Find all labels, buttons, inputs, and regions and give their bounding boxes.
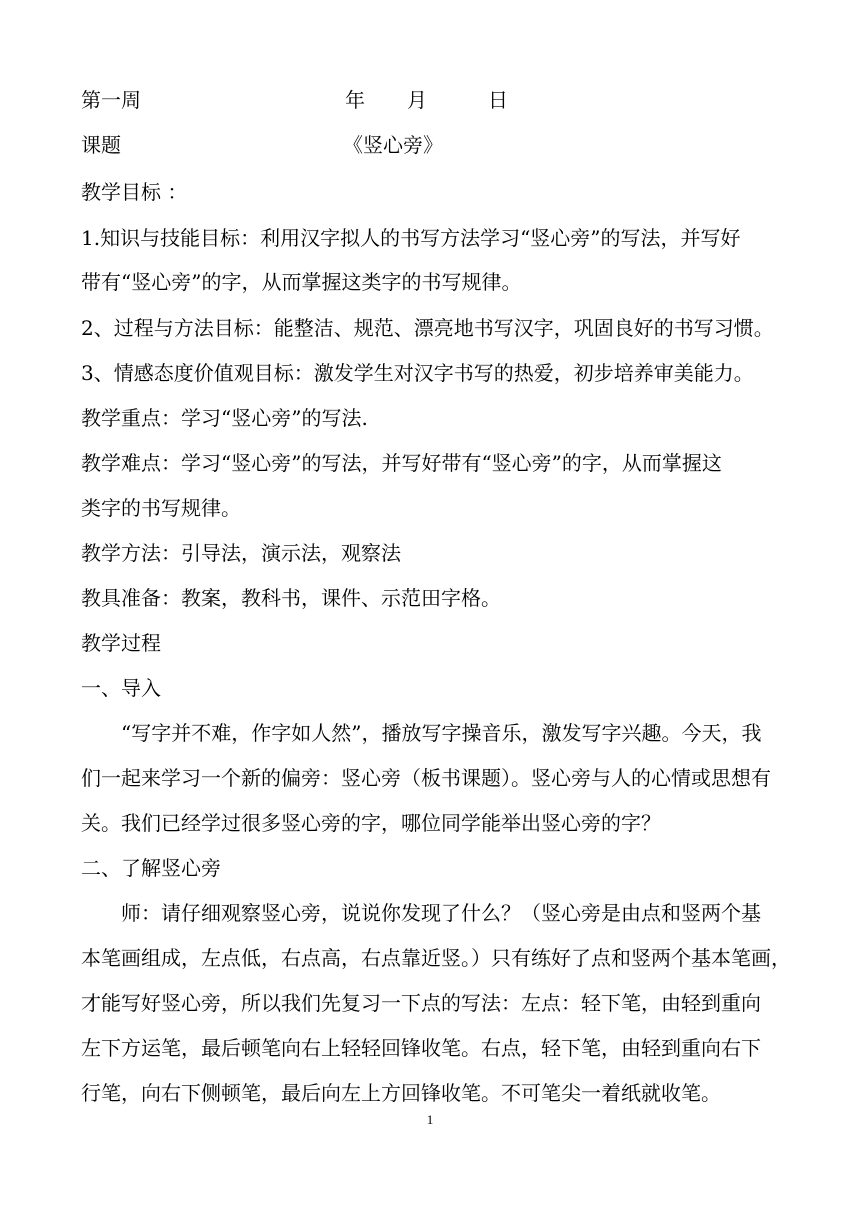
month-label: 月 [407,88,427,112]
section-2-line-2: 本笔画组成，左点低，右点高，右点靠近竖。）只有练好了点和竖两个基本笔画， [81,946,791,970]
process-heading: 教学过程 [81,631,161,655]
difficulty-line-1: 教学难点：学习“竖心旁”的写法，并写好带有“竖心旁”的字，从而掌握这 [81,451,722,475]
section-2-line-4: 左下方运笔，最后顿笔向右上轻轻回锋收笔。右点，轻下笔，由轻到重向右下 [81,1036,761,1060]
difficulty-line-2: 类字的书写规律。 [81,496,241,520]
section-2-line-5: 行笔，向右下侧顿笔，最后向左上方回锋收笔。不可笔尖一着纸就收笔。 [81,1081,721,1105]
topic-title: 《竖心旁》 [343,133,443,157]
section-1-heading: 一、导入 [81,676,161,700]
teaching-tools: 教具准备：教案，教科书，课件、示范田字格。 [81,586,501,610]
section-1-line-3: 关。我们已经学过很多竖心旁的字，哪位同学能举出竖心旁的字？ [81,811,661,835]
week-label: 第一周 [81,88,141,112]
objective-1-line-2: 带有“竖心旁”的字，从而掌握这类字的书写规律。 [81,270,522,294]
section-2-line-1: 师：请仔细观察竖心旁，说说你发现了什么？（竖心旁是由点和竖两个基 [121,901,761,925]
teaching-methods: 教学方法：引导法，演示法，观察法 [81,541,401,565]
key-point: 教学重点：学习“竖心旁”的写法. [81,406,368,430]
objective-1-line-1: 1.知识与技能目标：利用汉字拟人的书写方法学习“竖心旁”的写法，并写好 [81,226,741,250]
topic-label: 课题 [81,133,121,157]
page-number: 1 [426,1112,434,1127]
objective-2: 2、过程与方法目标：能整洁、规范、漂亮地书写汉字，巩固良好的书写习惯。 [81,316,774,340]
year-label: 年 [345,88,365,112]
section-2-line-3: 才能写好竖心旁，所以我们先复习一下点的写法：左点：轻下笔，由轻到重向 [81,991,761,1015]
section-1-line-1: “写字并不难，作字如人然”，播放写字操音乐，激发写字兴趣。今天，我 [121,721,762,745]
objective-3: 3、情感态度价值观目标：激发学生对汉字书写的热爱，初步培养审美能力。 [81,361,754,385]
section-1-line-2: 们一起来学习一个新的偏旁：竖心旁（板书课题）。竖心旁与人的心情或思想有 [81,766,771,790]
section-2-heading: 二、了解竖心旁 [81,856,221,880]
objectives-heading: 教学目标 ： [81,180,188,204]
day-label: 日 [488,88,508,112]
